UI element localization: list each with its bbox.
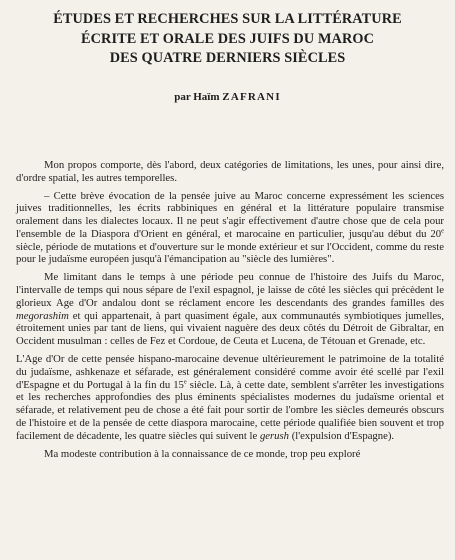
paragraph-4: L'Age d'Or de cette pensée hispano-marocaine devenue ultérieurement le patrimoine de la totalité du judaïsme, ashkenaze et séfarade, est généralement considéré comme avoir été scellé par l'exil d'Espagne et du Portugal à la fin du 15e siècle. Là, à cette date, semblent s'arrêter les investigations et les recherches approfondies des plus éminents spécialistes modernes du judaïsme oriental et séfarade, et relativement peu de chose a été fait pour sortir de l'ombre les siècles demeurés obscurs de l'histoire et de la pensée de cette diaspora marocaine, cette période qualifiée bien souvent et trop facilement de décadente, les quatre siècles qui suivent le gerush (l'expulsion d'Espagne). (16, 353, 445, 442)
article-title (0, 10, 455, 69)
paragraph-3: Me limitant dans le temps à une période peu connue de l'histoire des Juifs du Maroc, l'intervalle de temps qui nous sépare de l'exil espagnol, je laisse de côté les siècles qui précèdent le glorieux Age d'Or andalou dont se réclament encore les descendants des grandes familles des megorashim et qui appartenait, à part quasiment égale, aux communautés symbiotiques jumelles, étroitement unies par tant de liens, qui vivaient naguère des deux côtés du Détroit de Gibraltar, en Occident musulman : celles de Fez et Cordoue, de Ceuta et Lucena, de Tétouan et Grenade, etc. (16, 271, 444, 348)
author-prefix: par Haïm (174, 91, 220, 103)
article-body (16, 159, 444, 465)
author-name: ZAFRANI (222, 91, 281, 103)
author-byline (0, 91, 455, 103)
title-line-1: ÉTUDES ET RECHERCHES SUR LA LITTÉRATURE (53, 11, 402, 27)
title-line-3: DES QUATRE DERNIERS SIÈCLES (109, 50, 346, 66)
paragraph-1: Mon propos comporte, dès l'abord, deux catégories de limitations, les unes, pour ainsi dire, d'ordre spatial, les autres temporelles. (16, 159, 444, 184)
title-line-2: ÉCRITE ET ORALE DES JUIFS DU MAROC (80, 30, 375, 47)
paragraph-5: Ma modeste contribution à la connaissance de ce monde, trop peu exploré (44, 447, 361, 460)
paragraph-2: – Cette brève évocation de la pensée juive au Maroc concerne expressément les sciences juives traditionnelles, les écrits rabbiniques en général et la littérature populaire transmise oralement dans les dialectes locaux. Il ne peut s'agir effectivement d'autre chose que de cela pour l'ensemble de la Diaspora d'Orient en général, et marocaine en particulier, jusqu'au début du 20e siècle, période de mutations et d'ouverture sur le monde extérieur et sur l'Occident, comme du reste pour le judaïsme européen jusqu'à l'émancipation au "siècle des lumières". (16, 189, 444, 266)
